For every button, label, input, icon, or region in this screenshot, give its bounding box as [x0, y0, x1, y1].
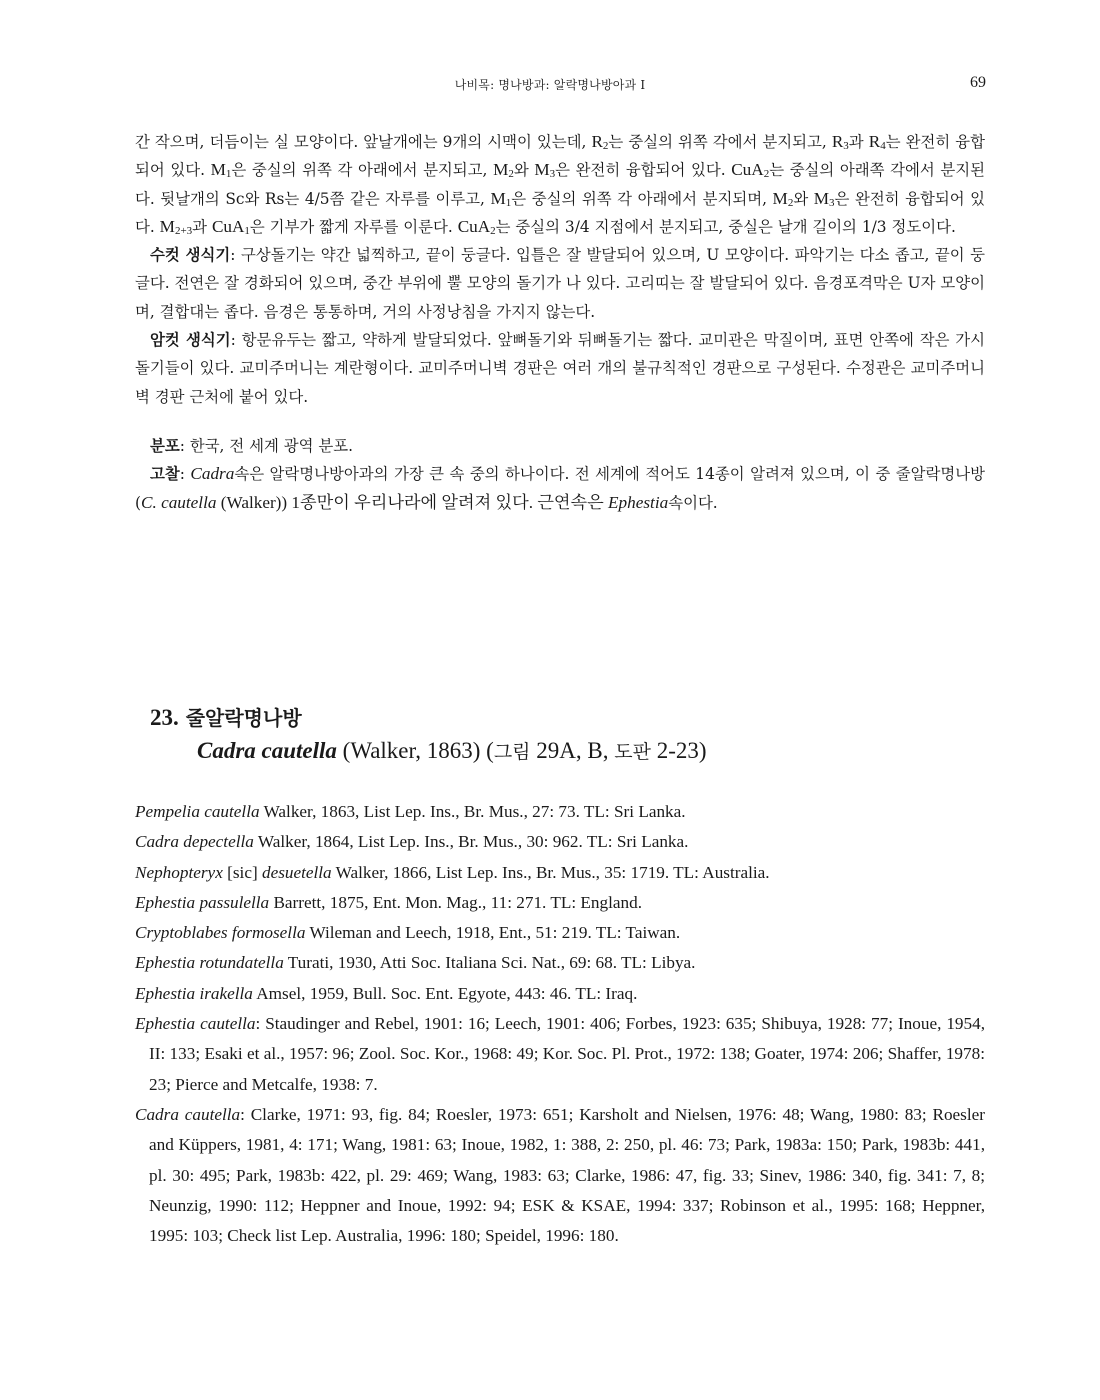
page-header	[0, 76, 1100, 98]
text-run: 은 완전히 융합되어 있다.	[555, 161, 732, 180]
vein-subscript: 1	[225, 168, 232, 181]
vein-label: R	[591, 132, 603, 151]
citation: Wileman and Leech, 1918, Ent., 51: 219. TL: Taiwan.	[305, 923, 681, 943]
vein-label: M	[772, 188, 788, 208]
running-head: 나비목: 명나방과: 알락명나방아과 I	[454, 78, 646, 92]
text-run: (Walker)) 1종만이 우리나라에 알려져 있다. 근연속은	[216, 492, 609, 512]
synonymy-entry	[135, 1100, 985, 1251]
synonymy-entry	[135, 827, 985, 857]
plate-ref: 도판	[614, 741, 651, 763]
male-genitalia-text: : 구상돌기는 약간 넓찍하고, 끝이 둥글다. 입틀은 잘 발달되어 있으며, U 모양이다. 파악기는 다소 좁고, 끝이 둥글다. 전연은 잘 경화되어 있으며, 중간 부위에 뿔 모양의 돌기가 나 있다. 고리띠는 잘 발달되어 있다. 음경포격막은 U자 모양이며, 결합대는 좁다. 음경은 통통하며, 거의 사정낭침을 가지지 않는다.	[135, 246, 986, 321]
figure-ref: 그림	[493, 741, 531, 763]
vein-label: CuA	[457, 216, 491, 236]
citation: Walker, 1864, List Lep. Ins., Br. Mus., 30: 962. TL: Sri Lanka.	[253, 832, 689, 852]
male-genitalia-paragraph	[135, 241, 985, 326]
taxon-name: Cryptoblabes formosella	[135, 923, 306, 943]
vein-label: M	[490, 188, 506, 208]
text-run: 속이다.	[668, 493, 718, 512]
taxon-name: Pempelia cautella	[135, 802, 260, 821]
vein-label: M	[210, 160, 226, 180]
sic-note: [sic]	[222, 862, 262, 882]
vein-label: R	[831, 132, 844, 151]
synonymy-entry	[135, 1009, 985, 1100]
vein-subscript: 2	[787, 196, 794, 209]
text-run: 는 완전히 융합되어 있다.	[135, 133, 985, 180]
species-number: 23.	[150, 705, 179, 730]
female-genitalia-label: 암컷 생식기	[150, 331, 231, 350]
text-run: 와	[793, 189, 814, 208]
synonymy-entry	[135, 948, 985, 978]
text-run: 는 중실의 위쪽 각에서 분지되고,	[608, 133, 832, 151]
text-run: 속은 알락명나방아과의 가장 큰 속 중의 하나이다. 전 세계에 적어도 14종이 알려져 있으며, 이 중 줄알락명나방(	[135, 465, 985, 512]
synonymy-entry	[135, 888, 985, 918]
species-heading-line1	[150, 702, 1000, 734]
wing-venation-paragraph	[135, 128, 985, 241]
taxon-name: Ephestia passulella	[135, 892, 270, 912]
vein-subscript: 1	[505, 196, 512, 209]
vein-label: M	[534, 160, 550, 180]
distribution-text: : 한국, 전 세계 광역 분포.	[179, 436, 353, 455]
vein-subscript: 1	[244, 224, 250, 237]
citation: : Clarke, 1971: 93, fig. 84; Roesler, 1973: 651; Karsholt and Nielsen, 1976: 48; Wang, 1980: 83; Roesler and Küppers, 1981, 4: 171; Wang, 1981: 63; Inoue, 1982, 1: 388, 2: 250, pl. 46: 73; Park, 1983a: 150; Park, 1983b: 441, pl. 30: 495; Park, 1983b: 422, pl. 29: 469; Wang, 1983: 63; Clarke, 1986: 47, fig. 33; Sinev, 1986: 340, fig. 341: 7, 8; Neunzig, 1990: 112; Heppner and Inoue, 1992: 94; ESK & KSAE, 1994: 337; Robinson et al., 1995: 168; Heppner, 1995: 103; Check list Lep. Australia, 1996: 180; Speidel, 1996: 180.	[149, 1104, 985, 1246]
vein-subscript: 2	[508, 168, 514, 181]
taxon-name: desuetella	[261, 862, 332, 882]
species-author: (Walker, 1863) (	[336, 738, 494, 763]
citation: Turati, 1930, Atti Soc. Italiana Sci. Nat., 69: 68. TL: Libya.	[283, 953, 696, 973]
citation: Barrett, 1875, Ent. Mon. Mag., 11: 271. TL: England.	[269, 892, 642, 912]
vein-label: R	[868, 132, 881, 151]
text-run: 와	[513, 161, 535, 180]
text-run: 간 작으며, 더듬이는 실 모양이다. 앞날개에는 9개의 시맥이 있는데,	[135, 133, 592, 151]
species-scientific-name: Cadra cautella	[197, 738, 337, 763]
page-number: 69	[970, 74, 986, 91]
vein-subscript: 3	[843, 140, 849, 152]
text-run: 은 중실의 위쪽 각 아래에서 분지되고,	[231, 161, 494, 180]
male-genitalia-label: 수컷 생식기	[150, 246, 231, 265]
distribution-label: 분포	[150, 436, 180, 455]
taxon-name: Ephestia irakella	[135, 983, 253, 1003]
description-body	[135, 128, 985, 517]
vein-label: M	[813, 188, 830, 208]
remarks-paragraph	[135, 460, 985, 517]
text-run: 과	[192, 217, 212, 236]
vein-label: CuA	[731, 160, 764, 180]
vein-label: CuA	[211, 216, 245, 236]
vein-label: M	[493, 160, 509, 180]
vein-subscript: 2	[602, 140, 609, 152]
synonymy-entry	[135, 797, 985, 827]
text-run: 은 완전히 융합되어 있다.	[135, 189, 985, 236]
vein-subscript: 4	[880, 140, 886, 152]
female-genitalia-text: : 항문유두는 짧고, 약하게 발달되었다. 앞뼈돌기와 뒤뼈돌기는 짧다. 교미관은 막질이며, 표면 안쪽에 작은 가시돌기들이 있다. 교미주머니는 계란형이다. 교미주머니벽 경판은 여러 개의 불규칙적인 경판으로 구성된다. 수정관은 교미주머니벽 경판 근처에 붙어 있다.	[135, 331, 985, 406]
vein-label: M	[159, 216, 175, 236]
vein-subscript: 2	[763, 168, 770, 181]
figure-numbers: 29A, B,	[530, 738, 615, 763]
text-run: 은 중실의 위쪽 각 아래에서 분지되며,	[511, 189, 773, 208]
genus-name: Cadra	[190, 464, 235, 484]
species-heading	[150, 702, 1000, 769]
taxon-name: Cadra depectella	[135, 832, 254, 852]
remarks-label: 고찰	[150, 465, 180, 484]
species-korean-name: 줄알락명나방	[185, 706, 302, 730]
vein-subscript: 2+3	[174, 224, 193, 237]
plate-number: 2-23)	[650, 738, 707, 763]
synonymy-list	[135, 797, 985, 1251]
text-run: :	[179, 465, 191, 484]
text-run: 는 중실의 아래쪽 각에서 분지된다. 뒷날개의 Sc와 Rs는 4/5쯤 같은 자루를 이루고,	[135, 161, 985, 208]
vein-subscript: 3	[549, 168, 556, 181]
synonymy-entry	[135, 918, 985, 948]
vein-subscript: 2	[490, 224, 496, 237]
taxon-name: Cadra cautella	[135, 1104, 241, 1124]
text-run: 은 기부가 짧게 자루를 이룬다.	[249, 217, 458, 236]
taxon-name: Ephestia cautella	[135, 1014, 256, 1034]
taxon-name: Ephestia rotundatella	[135, 953, 284, 973]
text-run: 는 중실의 3/4 지점에서 분지되고, 중실은 날개 길이의 1/3 정도이다.	[495, 217, 956, 236]
citation: Walker, 1863, List Lep. Ins., Br. Mus., 27: 73. TL: Sri Lanka.	[259, 802, 686, 821]
related-genus-name: Ephestia	[608, 492, 669, 512]
synonymy-entry	[135, 979, 985, 1009]
text-run: 과	[848, 133, 869, 151]
species-name: C. cautella	[141, 492, 217, 512]
paragraph-gap	[135, 411, 985, 432]
synonymy-entry	[135, 858, 985, 888]
vein-subscript: 3	[829, 196, 835, 209]
female-genitalia-paragraph	[135, 326, 985, 411]
citation: Walker, 1866, List Lep. Ins., Br. Mus., 35: 1719. TL: Australia.	[331, 862, 770, 882]
citation: : Staudinger and Rebel, 1901: 16; Leech, 1901: 406; Forbes, 1923: 635; Shibuya, 1928: 77; Inoue, 1954, II: 133; Esaki et al., 1957: 96; Zool. Soc. Kor., 1968: 49; Kor. Soc. Pl. Prot., 1972: 138; Goater, 1974: 206; Shaffer, 1978: 23; Pierce and Metcalfe, 1938: 7.	[149, 1014, 986, 1094]
species-heading-line2	[197, 734, 1000, 769]
taxon-name: Nephopteryx	[135, 862, 223, 882]
citation: Amsel, 1959, Bull. Soc. Ent. Egyote, 443: 46. TL: Iraq.	[252, 983, 638, 1003]
distribution-paragraph	[135, 432, 985, 460]
